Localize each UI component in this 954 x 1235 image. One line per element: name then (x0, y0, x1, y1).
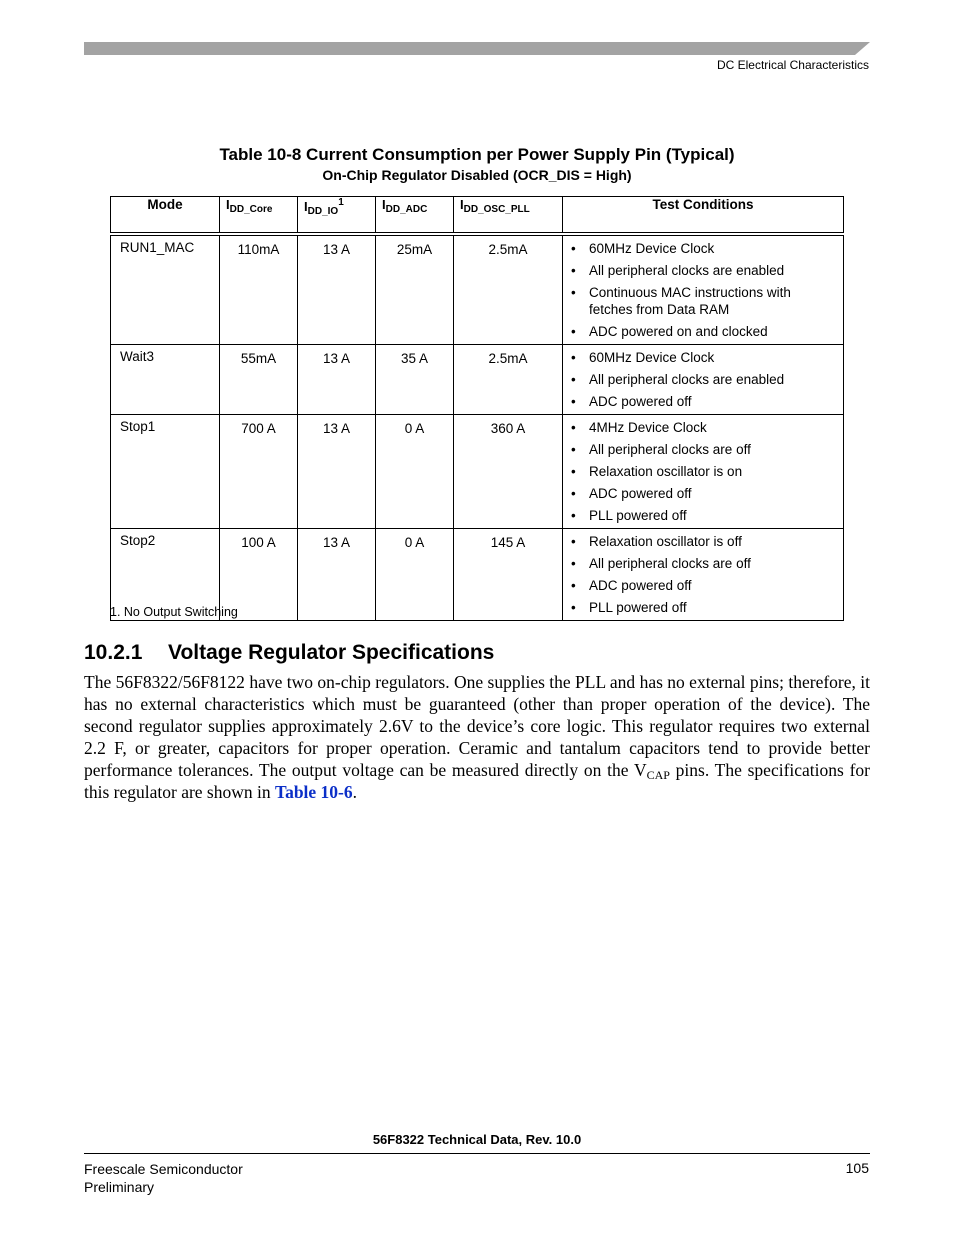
col-header-idd-osc-pll: $I_{DD\_OSC\_PLL}$ (454, 197, 563, 235)
footer-company: Freescale Semiconductor (84, 1161, 243, 1177)
condition-item: • All peripheral clocks are enabled (571, 371, 835, 388)
section-heading (84, 641, 494, 665)
cell-idd-io: 13 A (298, 529, 376, 621)
cell-test-conditions (563, 345, 844, 415)
header-bar (84, 42, 870, 55)
condition-item: • Continuous MAC instructions with fetches from Data RAM (571, 284, 835, 318)
condition-item: • Relaxation oscillator is on (571, 463, 835, 480)
condition-item: • 60MHz Device Clock (571, 240, 835, 257)
section-body-paragraph: The 56F8322/56F8122 have two on-chip regulators. One supplies the PLL and has no external pins; therefore, it has no external characteristics which must be guaranteed (other than proper operation of the device). The second regulator supplies approximately 2.6V to the device’s core logic. This regulator requires two external 2.2 F, or greater, capacitors for proper operation. Ceramic and tantalum capacitors tend to provide better performance tolerances. The output voltage can be measured directly on the $V_{CAP}$ pins. The specifications for this regulator are shown in Table 10-6. (84, 672, 870, 802)
cell-idd-core: 55mA (220, 345, 298, 415)
col-header-mode: Mode (111, 197, 220, 235)
condition-item: • ADC powered on and clocked (571, 323, 835, 340)
col-header-test-conditions: Test Conditions (563, 197, 844, 235)
cell-test-conditions (563, 529, 844, 621)
cell-mode: Stop2 (111, 529, 220, 621)
table-row (111, 234, 844, 345)
cell-idd-io: 13 A (298, 415, 376, 529)
footer-divider (84, 1153, 870, 1154)
cell-idd-adc: 0 A (376, 415, 454, 529)
table-subtitle: On-Chip Regulator Disabled (OCR_DIS = High) (322, 167, 632, 183)
cell-mode: Wait3 (111, 345, 220, 415)
cell-test-conditions (563, 234, 844, 345)
cell-idd-adc: 0 A (376, 529, 454, 621)
condition-item: • ADC powered off (571, 393, 835, 410)
section-number: 10.2.1 (84, 641, 143, 664)
conditions-list (571, 533, 835, 616)
condition-item: • Relaxation oscillator is off (571, 533, 835, 550)
cell-mode: RUN1_MAC (111, 234, 220, 345)
cell-idd-osc-pll: 2.5mA (454, 234, 563, 345)
cell-idd-core: 700 A (220, 415, 298, 529)
table-header-row (111, 197, 844, 235)
condition-item: • All peripheral clocks are off (571, 441, 835, 458)
cell-idd-io: 13 A (298, 345, 376, 415)
table-row (111, 415, 844, 529)
footer-left (84, 1160, 243, 1196)
cell-idd-core: 110mA (220, 234, 298, 345)
cell-idd-io: 13 A (298, 234, 376, 345)
cell-test-conditions (563, 415, 844, 529)
table-10-6-link[interactable]: Table 10-6 (275, 782, 353, 802)
condition-item: • All peripheral clocks are off (571, 555, 835, 572)
current-consumption-table (110, 196, 844, 621)
cell-idd-core: 100 A (220, 529, 298, 621)
cell-idd-osc-pll: 145 A (454, 529, 563, 621)
col-header-idd-adc: $I_{DD\_ADC}$ (376, 197, 454, 235)
footer-status: Preliminary (84, 1179, 155, 1195)
col-header-idd-core: $I_{DD\_Core}$ (220, 197, 298, 235)
conditions-list (571, 349, 835, 410)
table-title: Table 10-8 Current Consumption per Power Supply Pin (Typical) (219, 145, 735, 164)
condition-item: • PLL powered off (571, 507, 835, 524)
cell-idd-osc-pll: 360 A (454, 415, 563, 529)
condition-item: • 60MHz Device Clock (571, 349, 835, 366)
cell-mode: Stop1 (111, 415, 220, 529)
condition-item: • ADC powered off (571, 485, 835, 502)
col-header-idd-io: $I_{DD\_IO}^1$ (298, 197, 376, 235)
condition-item: • PLL powered off (571, 599, 835, 616)
section-title: Voltage Regulator Specifications (168, 641, 495, 664)
cell-idd-adc: 35 A (376, 345, 454, 415)
cell-idd-adc: 25mA (376, 234, 454, 345)
cell-idd-osc-pll: 2.5mA (454, 345, 563, 415)
condition-item: • 4MHz Device Clock (571, 419, 835, 436)
page-number: 105 (845, 1160, 869, 1176)
table-row (111, 345, 844, 415)
table-footnote: 1. No Output Switching (110, 605, 238, 619)
condition-item: • All peripheral clocks are enabled (571, 262, 835, 279)
running-header-title: DC Electrical Characteristics (716, 58, 869, 72)
condition-item: • ADC powered off (571, 577, 835, 594)
conditions-list (571, 419, 835, 524)
document-title: 56F8322 Technical Data, Rev. 10.0 (372, 1132, 582, 1147)
conditions-list (571, 240, 835, 340)
